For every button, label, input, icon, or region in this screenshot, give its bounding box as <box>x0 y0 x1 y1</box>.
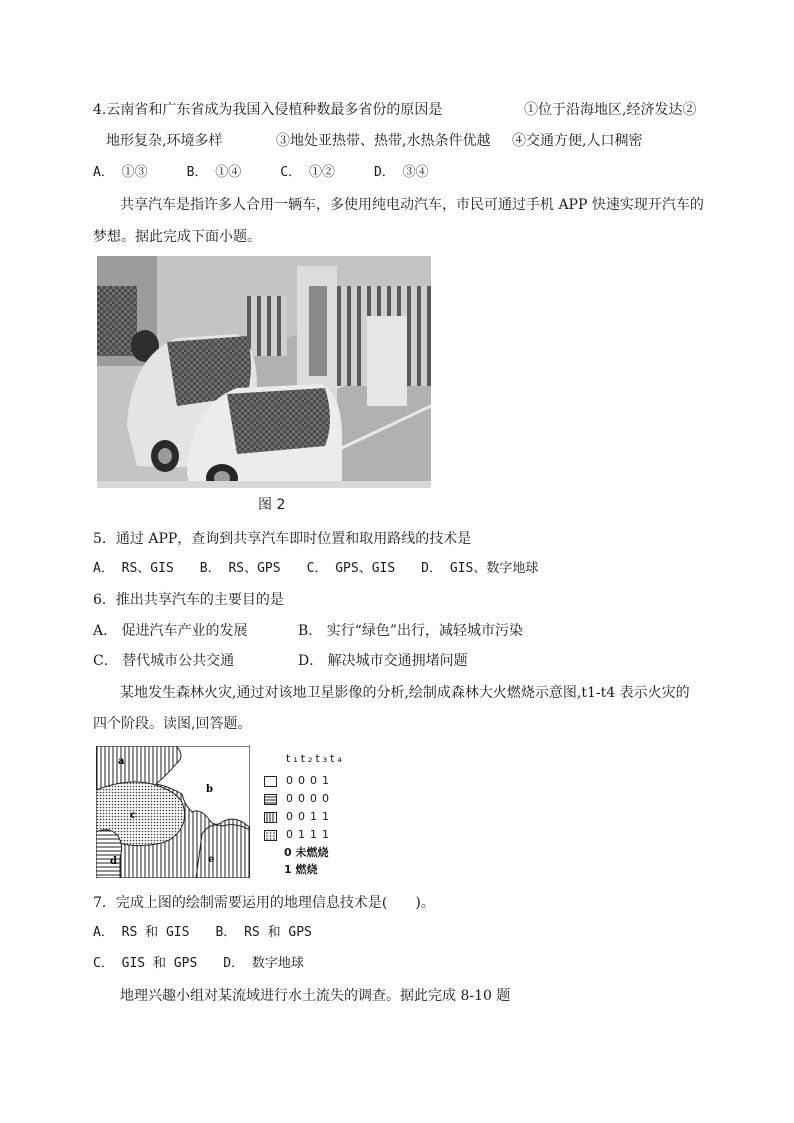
shared-car-photo <box>97 256 431 488</box>
q4-option-4: ④交通方便,人口稠密 <box>512 133 643 149</box>
legend-header: t₁t₂t₃t₄ <box>286 752 345 765</box>
legend-swatch-dots <box>264 830 277 841</box>
q4-choices: A． ①③ B． ①④ C． ①② D． ③④ <box>93 165 429 180</box>
q7-choices-ab: A． RS 和 GIS B． RS 和 GPS <box>93 925 312 940</box>
figure-2-caption: 图 2 <box>258 497 286 513</box>
q6-choice-b: B． 实行“绿色”出行，减轻城市污染 <box>298 623 524 639</box>
q4-option-1: ①位于沿海地区,经济发达② <box>524 102 697 118</box>
intro2-line1: 某地发生森林火灾,通过对该地卫星影像的分析,绘制成森林大火燃烧示意图,t1-t4 表示火灾的 <box>120 685 690 701</box>
legend-swatch-vertical <box>264 812 277 823</box>
q6-choice-c: C． 替代城市公共交通 <box>93 653 235 669</box>
intro3-line1: 地理兴趣小组对某流域进行水土流失的调查。据此完成 8-10 题 <box>120 988 511 1004</box>
region-label-a: a <box>118 756 125 767</box>
q7-choices-cd: C． GIS 和 GPS D． 数字地球 <box>93 956 304 971</box>
intro1-line1: 共享汽车是指许多人合用一辆车，多使用纯电动汽车，市民可通过手机 APP 快速实现开汽车的 <box>120 197 704 213</box>
legend-swatch-blank <box>264 776 277 787</box>
q5-stem: 5．通过 APP，查询到共享汽车即时位置和取用路线的技术是 <box>93 531 472 547</box>
q7-stem: 7．完成上图的绘制需要运用的地理信息技术是( )。 <box>93 895 435 911</box>
region-label-d: d <box>110 856 117 867</box>
q5-choices: A． RS、GIS B． RS、GPS C． GPS、GIS D． GIS、数字地球 <box>93 561 539 576</box>
q4-option-3: ③地处亚热带、热带,水热条件优越 <box>276 133 491 149</box>
legend-swatch-horizontal <box>264 794 277 805</box>
legend-note-burning: 1 燃烧 <box>284 863 318 876</box>
intro2-line2: 四个阶段。读图,回答题。 <box>93 716 252 732</box>
q4-option-2: 地形复杂,环境多样 <box>106 133 223 149</box>
intro1-line2: 梦想。据此完成下面小题。 <box>93 229 261 245</box>
region-label-c: c <box>130 810 137 821</box>
region-label-b: b <box>206 784 213 795</box>
legend-values: 0111 <box>286 828 334 841</box>
legend-note-unburned: 0 未燃烧 <box>284 846 329 859</box>
forest-fire-map <box>96 746 250 878</box>
q6-choice-d: D． 解决城市交通拥堵问题 <box>298 653 468 669</box>
legend-values: 0001 <box>286 774 334 787</box>
region-label-e: e <box>208 854 215 865</box>
q6-stem: 6．推出共享汽车的主要目的是 <box>93 592 284 608</box>
legend-values: 0011 <box>286 810 334 823</box>
q6-choice-a: A． 促进汽车产业的发展 <box>93 623 248 639</box>
q4-stem: 4.云南省和广东省成为我国入侵植种数最多省份的原因是 <box>93 102 443 118</box>
legend-values: 0000 <box>286 792 334 805</box>
